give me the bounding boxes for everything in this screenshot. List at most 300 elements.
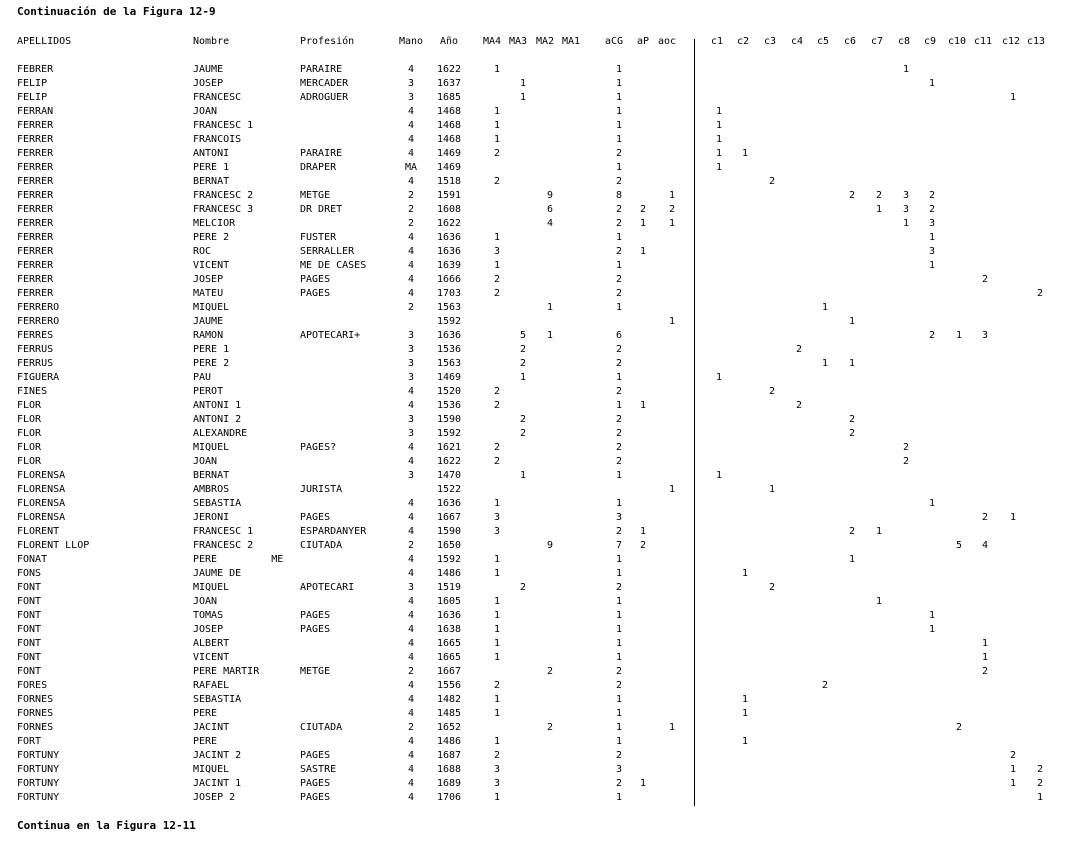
cell-hand: 3 <box>407 582 415 593</box>
cell-c1: 1 <box>715 106 723 117</box>
cell-profession: PAGES <box>300 750 331 761</box>
cell-profession: JURISTA <box>300 484 343 495</box>
cell-given-name: RAFAEL <box>193 680 230 691</box>
cell-hand: 4 <box>407 134 415 145</box>
cell-c12: 2 <box>1009 750 1017 761</box>
header-year: Año <box>439 36 459 47</box>
cell-hand: 4 <box>407 652 415 663</box>
table-row <box>0 259 1067 273</box>
cell-surname: FLOR <box>17 456 42 467</box>
cell-year: 1636 <box>436 246 462 257</box>
cell-given-name: AMBROS <box>193 484 230 495</box>
cell-acg: 2 <box>615 414 623 425</box>
header-given-name: Nombre <box>193 36 230 47</box>
cell-year: 1666 <box>436 274 462 285</box>
cell-year: 1536 <box>436 400 462 411</box>
cell-surname: FERRUS <box>17 344 54 355</box>
cell-given-name: JERONI <box>193 512 230 523</box>
cell-acg: 1 <box>615 92 623 103</box>
cell-c3: 2 <box>768 582 776 593</box>
cell-given-name: FRANCESC 2 <box>193 190 254 201</box>
cell-year: 1636 <box>436 610 462 621</box>
cell-year: 1622 <box>436 218 462 229</box>
cell-surname: FERRERO <box>17 302 60 313</box>
cell-year: 1468 <box>436 120 462 131</box>
cell-year: 1469 <box>436 372 462 383</box>
header-c1: c1 <box>710 36 724 47</box>
cell-hand: 4 <box>407 778 415 789</box>
table-row <box>0 595 1067 609</box>
cell-year: 1563 <box>436 302 462 313</box>
cell-hand: 4 <box>407 792 415 803</box>
cell-acg: 1 <box>615 134 623 145</box>
cell-ma4: 2 <box>493 274 501 285</box>
cell-ap: 1 <box>639 400 647 411</box>
cell-year: 1685 <box>436 92 462 103</box>
cell-year: 1522 <box>436 484 462 495</box>
table-row <box>0 581 1067 595</box>
cell-acg: 1 <box>615 302 623 313</box>
cell-given-name: PERE MARTIR <box>193 666 260 677</box>
cell-ma4: 1 <box>493 708 501 719</box>
cell-c13: 2 <box>1036 778 1044 789</box>
cell-c10: 2 <box>955 722 963 733</box>
cell-given-name: MIQUEL <box>193 302 230 313</box>
cell-aoc: 1 <box>668 190 676 201</box>
cell-year: 1636 <box>436 232 462 243</box>
cell-hand: 2 <box>407 190 415 201</box>
cell-ma4: 2 <box>493 400 501 411</box>
cell-ma4: 1 <box>493 498 501 509</box>
cell-surname: FERRER <box>17 162 54 173</box>
cell-year: 1667 <box>436 512 462 523</box>
cell-ap: 1 <box>639 218 647 229</box>
cell-hand: 3 <box>407 92 415 103</box>
cell-c1: 1 <box>715 470 723 481</box>
cell-c9: 2 <box>928 330 936 341</box>
cell-profession: PAGES <box>300 610 331 621</box>
cell-c12: 1 <box>1009 92 1017 103</box>
cell-given-name: JAUME <box>193 64 224 75</box>
header-c4: c4 <box>790 36 804 47</box>
cell-acg: 6 <box>615 330 623 341</box>
cell-c9: 1 <box>928 260 936 271</box>
cell-acg: 2 <box>615 456 623 467</box>
cell-hand: 4 <box>407 694 415 705</box>
cell-acg: 1 <box>615 568 623 579</box>
cell-acg: 1 <box>615 232 623 243</box>
header-c9: c9 <box>923 36 937 47</box>
table-row <box>0 245 1067 259</box>
cell-surname: FLORENSA <box>17 484 66 495</box>
cell-given-name: SEBASTIA <box>193 498 242 509</box>
cell-c13: 2 <box>1036 288 1044 299</box>
cell-surname: FIGUERA <box>17 372 60 383</box>
cell-hand: 3 <box>407 470 415 481</box>
cell-given-name: PERE ME <box>193 554 284 565</box>
cell-surname: FLOR <box>17 400 42 411</box>
cell-c7: 2 <box>875 190 883 201</box>
cell-year: 1687 <box>436 750 462 761</box>
cell-c10: 1 <box>955 330 963 341</box>
cell-ma4: 1 <box>493 232 501 243</box>
cell-hand: 3 <box>407 414 415 425</box>
cell-aoc: 1 <box>668 484 676 495</box>
cell-surname: FEBRER <box>17 64 54 75</box>
table-row <box>0 105 1067 119</box>
table-row <box>0 777 1067 791</box>
cell-acg: 1 <box>615 260 623 271</box>
table-row <box>0 665 1067 679</box>
cell-c2: 1 <box>741 736 749 747</box>
cell-c9: 3 <box>928 246 936 257</box>
cell-surname: FLORENSA <box>17 512 66 523</box>
cell-c2: 1 <box>741 568 749 579</box>
cell-year: 1621 <box>436 442 462 453</box>
cell-surname: FERRER <box>17 190 54 201</box>
cell-aoc: 2 <box>668 204 676 215</box>
cell-ma2: 9 <box>546 540 554 551</box>
cell-hand: 4 <box>407 456 415 467</box>
cell-hand: 2 <box>407 540 415 551</box>
cell-year: 1590 <box>436 414 462 425</box>
cell-hand: 2 <box>407 722 415 733</box>
cell-c9: 2 <box>928 204 936 215</box>
cell-c2: 1 <box>741 708 749 719</box>
cell-ma2: 9 <box>546 190 554 201</box>
cell-ma3: 1 <box>519 78 527 89</box>
cell-ma4: 1 <box>493 106 501 117</box>
cell-given-name: MIQUEL <box>193 764 230 775</box>
table-row <box>0 427 1067 441</box>
cell-c6: 1 <box>848 316 856 327</box>
cell-surname: FLOR <box>17 442 42 453</box>
header-c5: c5 <box>816 36 830 47</box>
cell-c11: 2 <box>981 512 989 523</box>
cell-hand: 3 <box>407 330 415 341</box>
table-row <box>0 525 1067 539</box>
cell-year: 1608 <box>436 204 462 215</box>
table-row <box>0 399 1067 413</box>
cell-year: 1665 <box>436 638 462 649</box>
cell-ap: 2 <box>639 204 647 215</box>
cell-year: 1591 <box>436 190 462 201</box>
cell-ma2: 1 <box>546 302 554 313</box>
cell-profession: METGE <box>300 190 331 201</box>
table-row <box>0 329 1067 343</box>
table-row <box>0 147 1067 161</box>
figure-continuation-title: Continuación de la Figura 12-9 <box>17 5 216 18</box>
cell-surname: FLORENT <box>17 526 60 537</box>
table-row <box>0 385 1067 399</box>
cell-acg: 2 <box>615 358 623 369</box>
cell-year: 1563 <box>436 358 462 369</box>
cell-ma4: 2 <box>493 750 501 761</box>
cell-year: 1622 <box>436 456 462 467</box>
cell-ma4: 1 <box>493 120 501 131</box>
header-profession: Profesión <box>300 36 355 47</box>
cell-given-name: PERE 2 <box>193 358 230 369</box>
cell-surname: FONT <box>17 666 42 677</box>
cell-ma4: 3 <box>493 778 501 789</box>
cell-acg: 2 <box>615 666 623 677</box>
cell-year: 1637 <box>436 78 462 89</box>
cell-given-name: MATEU <box>193 288 224 299</box>
cell-ma4: 3 <box>493 764 501 775</box>
cell-c7: 1 <box>875 204 883 215</box>
cell-hand: 4 <box>407 512 415 523</box>
cell-surname: FLORENSA <box>17 470 66 481</box>
cell-hand: 4 <box>407 610 415 621</box>
cell-surname: FERRES <box>17 330 54 341</box>
cell-acg: 1 <box>615 106 623 117</box>
cell-profession: PAGES <box>300 624 331 635</box>
cell-c11: 2 <box>981 274 989 285</box>
cell-acg: 2 <box>615 274 623 285</box>
cell-hand: 4 <box>407 526 415 537</box>
cell-profession: APOTECARI+ <box>300 330 361 341</box>
cell-hand: 4 <box>407 260 415 271</box>
cell-surname: FORTUNY <box>17 764 60 775</box>
cell-acg: 2 <box>615 582 623 593</box>
cell-c11: 4 <box>981 540 989 551</box>
cell-hand: 4 <box>407 120 415 131</box>
table-row <box>0 63 1067 77</box>
cell-year: 1650 <box>436 540 462 551</box>
cell-acg: 2 <box>615 442 623 453</box>
header-c11: c11 <box>973 36 993 47</box>
cell-profession: PAGES <box>300 512 331 523</box>
cell-year: 1622 <box>436 64 462 75</box>
cell-ma2: 2 <box>546 722 554 733</box>
cell-given-name: BERNAT <box>193 470 230 481</box>
cell-given-name: MIQUEL <box>193 442 230 453</box>
cell-year: 1470 <box>436 470 462 481</box>
table-row <box>0 455 1067 469</box>
cell-acg: 1 <box>615 652 623 663</box>
cell-year: 1605 <box>436 596 462 607</box>
cell-ma3: 2 <box>519 414 527 425</box>
cell-surname: FORNES <box>17 722 54 733</box>
cell-c12: 1 <box>1009 512 1017 523</box>
cell-acg: 2 <box>615 148 623 159</box>
cell-acg: 1 <box>615 610 623 621</box>
cell-given-name: PERE 1 <box>193 162 230 173</box>
cell-acg: 1 <box>615 64 623 75</box>
header-c13: c13 <box>1026 36 1046 47</box>
cell-given-name: JOSEP 2 <box>193 792 236 803</box>
cell-profession: PARAIRE <box>300 64 343 75</box>
cell-c12: 1 <box>1009 778 1017 789</box>
table-row <box>0 217 1067 231</box>
table-row <box>0 343 1067 357</box>
cell-ma4: 1 <box>493 596 501 607</box>
cell-hand: 3 <box>407 428 415 439</box>
cell-ap: 2 <box>639 540 647 551</box>
cell-hand: 4 <box>407 400 415 411</box>
cell-year: 1652 <box>436 722 462 733</box>
cell-c3: 2 <box>768 386 776 397</box>
cell-acg: 1 <box>615 624 623 635</box>
cell-surname: FORTUNY <box>17 778 60 789</box>
cell-given-name: JAUME <box>193 316 224 327</box>
cell-acg: 3 <box>615 764 623 775</box>
cell-year: 1665 <box>436 652 462 663</box>
cell-c9: 3 <box>928 218 936 229</box>
cell-aoc: 1 <box>668 218 676 229</box>
cell-c1: 1 <box>715 134 723 145</box>
cell-surname: FORNES <box>17 708 54 719</box>
cell-surname: FORTUNY <box>17 750 60 761</box>
cell-surname: FINES <box>17 386 48 397</box>
cell-c2: 1 <box>741 694 749 705</box>
cell-ap: 1 <box>639 778 647 789</box>
cell-ma3: 1 <box>519 470 527 481</box>
cell-year: 1518 <box>436 176 462 187</box>
cell-acg: 1 <box>615 694 623 705</box>
cell-surname: FERRER <box>17 204 54 215</box>
table-row <box>0 609 1067 623</box>
cell-aoc: 1 <box>668 722 676 733</box>
cell-ma4: 1 <box>493 736 501 747</box>
cell-c11: 1 <box>981 652 989 663</box>
cell-ma4: 2 <box>493 456 501 467</box>
cell-profession: MERCADER <box>300 78 349 89</box>
cell-c9: 2 <box>928 190 936 201</box>
cell-profession: ESPARDANYER <box>300 526 367 537</box>
cell-acg: 1 <box>615 78 623 89</box>
cell-hand: 4 <box>407 596 415 607</box>
table-row <box>0 763 1067 777</box>
cell-profession: APOTECARI <box>300 582 355 593</box>
table-row <box>0 315 1067 329</box>
cell-acg: 3 <box>615 512 623 523</box>
cell-surname: FERRER <box>17 246 54 257</box>
cell-given-name: JOAN <box>193 106 218 117</box>
cell-profession: CIUTADA <box>300 540 343 551</box>
cell-ma2: 2 <box>546 666 554 677</box>
table-row <box>0 735 1067 749</box>
cell-c13: 1 <box>1036 792 1044 803</box>
table-row <box>0 77 1067 91</box>
header-c10: c10 <box>947 36 967 47</box>
cell-ma4: 1 <box>493 568 501 579</box>
table-row <box>0 231 1067 245</box>
cell-given-name: ROC <box>193 246 212 257</box>
cell-given-name: JOSEP <box>193 78 224 89</box>
table-row <box>0 133 1067 147</box>
cell-profession: DRAPER <box>300 162 337 173</box>
cell-acg: 2 <box>615 176 623 187</box>
cell-given-name: JOAN <box>193 456 218 467</box>
cell-acg: 1 <box>615 596 623 607</box>
cell-given-name: PERE 2 <box>193 232 230 243</box>
cell-acg: 1 <box>615 792 623 803</box>
cell-acg: 2 <box>615 246 623 257</box>
header-ma4: MA4 <box>482 36 502 47</box>
cell-hand: 4 <box>407 554 415 565</box>
cell-given-name: JACINT <box>193 722 230 733</box>
cell-surname: FERRER <box>17 288 54 299</box>
cell-acg: 8 <box>615 190 623 201</box>
table-row <box>0 91 1067 105</box>
cell-year: 1536 <box>436 344 462 355</box>
cell-year: 1590 <box>436 526 462 537</box>
header-c6: c6 <box>843 36 857 47</box>
cell-acg: 1 <box>615 638 623 649</box>
cell-ma3: 5 <box>519 330 527 341</box>
cell-acg: 2 <box>615 204 623 215</box>
table-row <box>0 707 1067 721</box>
table-row <box>0 175 1067 189</box>
cell-c4: 2 <box>795 344 803 355</box>
cell-year: 1519 <box>436 582 462 593</box>
cell-c8: 3 <box>902 190 910 201</box>
cell-given-name: PEROT <box>193 386 224 397</box>
cell-c9: 1 <box>928 232 936 243</box>
cell-hand: 3 <box>407 358 415 369</box>
cell-profession: FUSTER <box>300 232 337 243</box>
cell-hand: 4 <box>407 246 415 257</box>
cell-hand: 4 <box>407 288 415 299</box>
cell-surname: FLORENT LLOP <box>17 540 90 551</box>
cell-ap: 1 <box>639 246 647 257</box>
cell-acg: 1 <box>615 554 623 565</box>
cell-hand: 2 <box>407 666 415 677</box>
cell-c1: 1 <box>715 148 723 159</box>
cell-hand: 2 <box>407 204 415 215</box>
cell-year: 1636 <box>436 330 462 341</box>
cell-ma4: 1 <box>493 694 501 705</box>
cell-c3: 2 <box>768 176 776 187</box>
cell-hand: 2 <box>407 302 415 313</box>
cell-given-name: RAMON <box>193 330 224 341</box>
cell-hand: 4 <box>407 638 415 649</box>
cell-year: 1556 <box>436 680 462 691</box>
header-ma2: MA2 <box>535 36 555 47</box>
cell-given-name: VICENT <box>193 260 230 271</box>
cell-year: 1706 <box>436 792 462 803</box>
cell-c8: 2 <box>902 456 910 467</box>
cell-c9: 1 <box>928 78 936 89</box>
cell-surname: FONT <box>17 596 42 607</box>
table-row <box>0 637 1067 651</box>
cell-given-name: JOSEP <box>193 274 224 285</box>
cell-acg: 2 <box>615 526 623 537</box>
cell-surname: FERRER <box>17 260 54 271</box>
cell-ma4: 1 <box>493 64 501 75</box>
cell-given-name: FRANCOIS <box>193 134 242 145</box>
cell-hand: 4 <box>407 498 415 509</box>
cell-year: 1520 <box>436 386 462 397</box>
cell-hand: 4 <box>407 106 415 117</box>
cell-c6: 2 <box>848 414 856 425</box>
table-row <box>0 497 1067 511</box>
cell-ma4: 1 <box>493 554 501 565</box>
cell-acg: 1 <box>615 498 623 509</box>
cell-year: 1469 <box>436 162 462 173</box>
header-surname: APELLIDOS <box>17 36 72 47</box>
cell-ma4: 1 <box>493 652 501 663</box>
cell-c5: 1 <box>821 358 829 369</box>
header-acg: aCG <box>604 36 624 47</box>
cell-c4: 2 <box>795 400 803 411</box>
cell-ma4: 1 <box>493 624 501 635</box>
cell-ma4: 2 <box>493 680 501 691</box>
cell-given-name: PERE <box>193 708 218 719</box>
cell-ma4: 3 <box>493 526 501 537</box>
cell-surname: FONT <box>17 582 42 593</box>
